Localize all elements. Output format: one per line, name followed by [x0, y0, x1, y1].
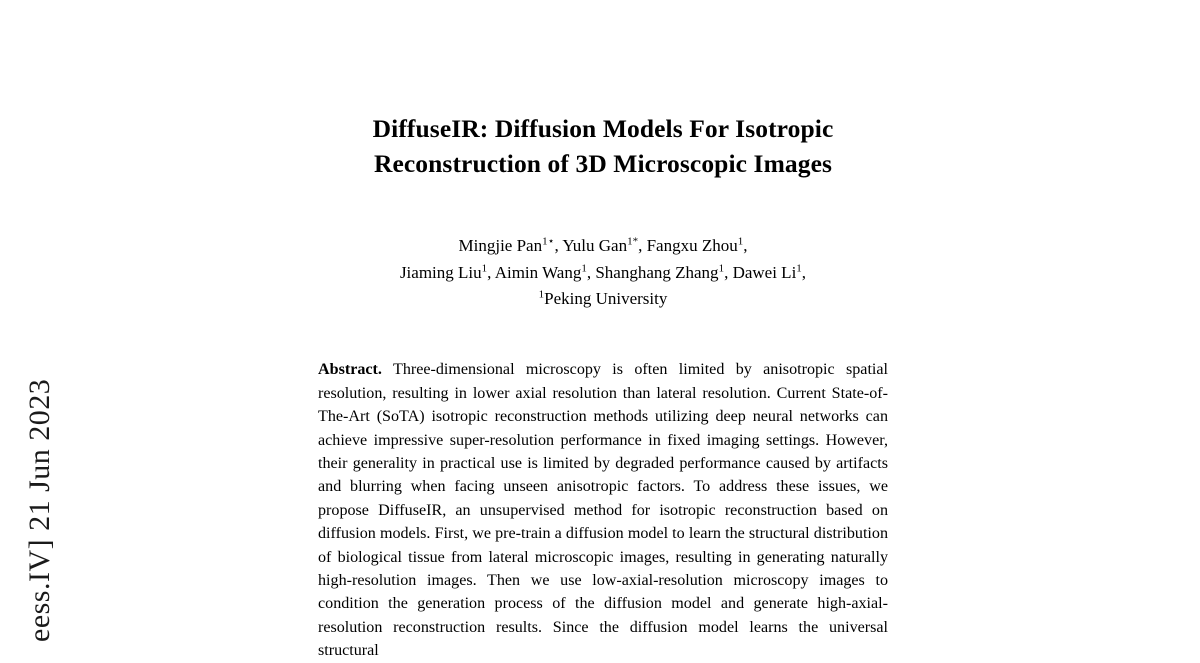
author-name: Mingjie Pan	[458, 236, 543, 256]
author-affiliation-marker: 1	[737, 235, 744, 248]
author-affiliation-marker: 1	[481, 262, 488, 275]
author-affiliation-marker: 1⋆	[542, 235, 555, 248]
author-line-2	[318, 260, 888, 286]
title-line-1: DiffuseIR: Diffusion Models For Isotropic	[372, 114, 834, 143]
author-name: Aimin Wang	[494, 262, 582, 282]
page-title	[318, 112, 888, 181]
author-name: Jiaming Liu	[399, 262, 482, 282]
author-name: Shanghang Zhang	[595, 262, 719, 282]
author-affiliation-marker: 1*	[627, 235, 639, 248]
affiliation	[318, 286, 888, 312]
arxiv-identifier-stamp	[0, 0, 80, 648]
paper-page	[318, 0, 889, 660]
author-separator: ,	[724, 262, 733, 282]
author-separator: ,	[801, 262, 807, 282]
author-name: Yulu Gan	[562, 236, 628, 256]
author-list	[318, 233, 888, 312]
title-line-2: Reconstruction of 3D Microscopic Images	[373, 148, 833, 178]
abstract-body: Three-dimensional microscopy is often limited by anisotropic spatial resolution, resulting in lower axial resolution than lateral resolution. Current State-of-The-Art (SoTA) isotropic reconstruction methods utilizing deep neural networks can achieve impressive super-resolution performance in fixed imaging settings. However, their generality in practical use is limited by degraded performance caused by artifacts and blurring when facing unseen anisotropic factors. To address these issues, we propose DiffuseIR, an unsupervised method for isotropic reconstruction based on diffusion models. First, we pre-train a diffusion model to learn the structural distribution of biological tissue from lateral microscopic images, resulting in generating naturally high-resolution images. Then we use low-axial-resolution microscopy images to condition the generation process of the diffusion model and generate high-axial-resolution reconstruction results. Since the diffusion model learns the universal structural	[318, 361, 889, 660]
affiliation-name: Peking University	[544, 289, 668, 309]
author-separator: ,	[638, 236, 647, 256]
author-affiliation-marker: 1	[718, 262, 725, 275]
author-affiliation-marker: 1	[581, 262, 587, 275]
author-name: Dawei Li	[732, 262, 797, 282]
author-separator: ,	[586, 262, 596, 282]
author-separator: ,	[554, 236, 563, 256]
affiliation-marker: 1	[538, 288, 545, 301]
abstract-section	[318, 358, 888, 662]
author-line-1	[318, 233, 888, 259]
author-name: Fangxu Zhou	[646, 236, 738, 256]
author-separator: ,	[743, 236, 748, 256]
arxiv-stamp-text: eess.IV] 21 Jun 2023	[23, 378, 56, 642]
author-separator: ,	[487, 262, 495, 282]
abstract-heading: Abstract.	[318, 361, 382, 379]
author-affiliation-marker: 1	[796, 262, 802, 275]
